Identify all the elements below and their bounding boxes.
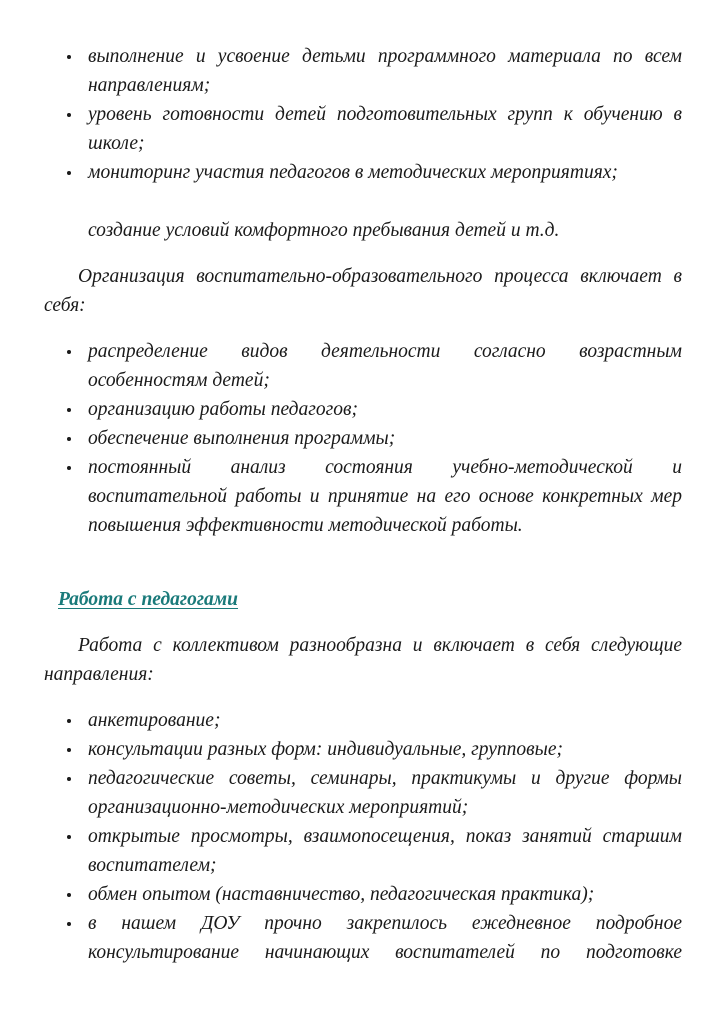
paragraph-teachers: Работа с коллективом разнообразна и включает в себя следующие направления: — [44, 635, 682, 685]
list-item: консультации разных форм: индивидуальные, групповые; — [88, 735, 682, 764]
monitoring-list — [88, 42, 682, 187]
list-item: мониторинг участия педагогов в методических мероприятиях; — [88, 158, 682, 187]
list-item: выполнение и усвоение детьми программного материала по всем направлениям; — [88, 42, 682, 100]
list-item: постоянный анализ состояния учебно-методической и воспитательной работы и принятие на его основе конкретных мер повышения эффективности методической работы. — [88, 453, 682, 540]
section-heading: Работа с педагогами — [58, 589, 239, 610]
list-item: обмен опытом (наставничество, педагогическая практика); — [88, 880, 682, 909]
list-item: распределение видов деятельности согласно возрастным особенностям детей; — [88, 337, 682, 395]
list-item: в нашем ДОУ прочно закрепилось ежедневное подробное консультирование начинающих воспитателей по подготовке — [88, 909, 682, 967]
list-continuation: создание условий комфортного пребывания детей и т.д. — [88, 220, 560, 241]
teachers-work-list — [88, 706, 682, 967]
list-item: организацию работы педагогов; — [88, 395, 682, 424]
organization-list — [88, 337, 682, 540]
list-item: анкетирование; — [88, 706, 682, 735]
list-item: открытые просмотры, взаимопосещения, показ занятий старшим воспитателем; — [88, 822, 682, 880]
list-item: педагогические советы, семинары, практикумы и другие формы организационно-методических мероприятий; — [88, 764, 682, 822]
list-item: обеспечение выполнения программы; — [88, 424, 682, 453]
list-item: уровень готовности детей подготовительных групп к обучению в школе; — [88, 100, 682, 158]
paragraph-organization: Организация воспитательно-образовательного процесса включает в себя: — [44, 266, 682, 316]
